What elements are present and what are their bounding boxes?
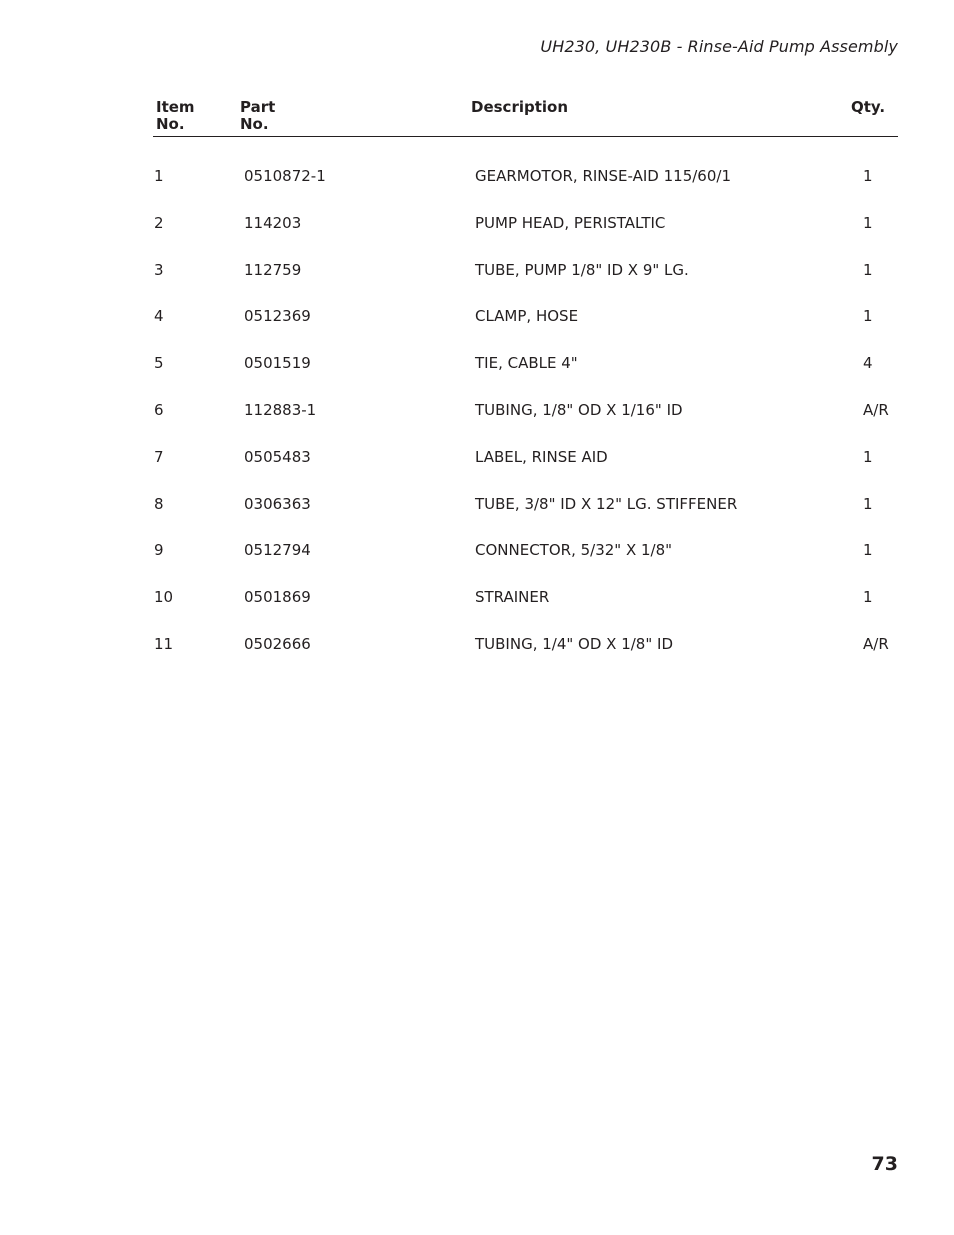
- table-body: [153, 164, 898, 679]
- page-number: 73: [871, 1153, 898, 1175]
- table-header: [153, 98, 898, 137]
- cell-part-no: 0306363: [244, 494, 311, 513]
- cell-part-no: 0501519: [244, 354, 311, 373]
- cell-description: TUBE, 3/8" ID X 12" LG. STIFFENER: [475, 494, 738, 513]
- cell-description: TUBE, PUMP 1/8" ID X 9" LG.: [475, 260, 689, 279]
- cell-qty: 1: [863, 494, 873, 513]
- cell-qty: 1: [863, 307, 873, 326]
- cell-qty: 4: [863, 354, 873, 373]
- cell-qty: A/R: [863, 400, 889, 419]
- table-row: [153, 211, 898, 258]
- table-row: [153, 538, 898, 585]
- cell-item-no: 1: [154, 167, 164, 185]
- cell-item-no: 7: [154, 447, 164, 466]
- cell-part-no: 112759: [244, 260, 302, 279]
- cell-qty: 1: [863, 588, 873, 607]
- table-row: [153, 258, 898, 305]
- cell-part-no: 0501869: [244, 588, 311, 607]
- table-row: [153, 351, 898, 398]
- cell-item-no: 2: [154, 213, 164, 232]
- cell-part-no: 112883-1: [244, 400, 317, 419]
- cell-item-no: 8: [154, 494, 164, 513]
- cell-qty: 1: [863, 167, 873, 185]
- cell-item-no: 5: [154, 354, 164, 373]
- table-row: [153, 492, 898, 539]
- table-row: [153, 164, 898, 211]
- cell-qty: 1: [863, 541, 873, 560]
- cell-item-no: 3: [154, 260, 164, 279]
- header-item-line-1: Item: [156, 98, 195, 116]
- cell-item-no: 6: [154, 400, 164, 419]
- cell-item-no: 10: [154, 588, 174, 607]
- cell-description: CONNECTOR, 5/32" X 1/8": [475, 541, 673, 560]
- header-description: Description: [471, 98, 569, 116]
- table-row: [153, 398, 898, 445]
- cell-description: TIE, CABLE 4": [475, 354, 578, 373]
- cell-qty: 1: [863, 260, 873, 279]
- cell-description: GEARMOTOR, RINSE-AID 115/60/1: [475, 167, 731, 185]
- header-item-no: [156, 99, 195, 133]
- cell-description: CLAMP, HOSE: [475, 307, 579, 326]
- running-head: UH230, UH230B - Rinse-Aid Pump Assembly: [540, 37, 898, 56]
- header-part-no: [240, 99, 275, 133]
- parts-table: [153, 98, 898, 679]
- header-qty: Qty.: [851, 98, 886, 116]
- cell-item-no: 4: [154, 307, 164, 326]
- cell-qty: 1: [863, 447, 873, 466]
- cell-part-no: 0512369: [244, 307, 311, 326]
- cell-description: TUBING, 1/4" OD X 1/8" ID: [475, 634, 673, 653]
- cell-qty: A/R: [863, 634, 889, 653]
- table-row: [153, 585, 898, 632]
- cell-description: STRAINER: [475, 588, 550, 607]
- header-part-line-2: No.: [240, 115, 269, 133]
- table-row: [153, 304, 898, 351]
- cell-item-no: 9: [154, 541, 164, 560]
- table-row: [153, 445, 898, 492]
- cell-part-no: 0512794: [244, 541, 311, 560]
- cell-description: PUMP HEAD, PERISTALTIC: [475, 213, 666, 232]
- header-item-line-2: No.: [156, 115, 185, 133]
- cell-description: TUBING, 1/8" OD X 1/16" ID: [475, 400, 683, 419]
- header-part-line-1: Part: [240, 98, 276, 116]
- cell-part-no: 0505483: [244, 447, 311, 466]
- cell-part-no: 114203: [244, 213, 302, 232]
- cell-qty: 1: [863, 213, 873, 232]
- cell-part-no: 0510872-1: [244, 167, 326, 185]
- table-row: [153, 632, 898, 679]
- cell-part-no: 0502666: [244, 634, 311, 653]
- cell-description: LABEL, RINSE AID: [475, 447, 608, 466]
- cell-item-no: 11: [154, 634, 174, 653]
